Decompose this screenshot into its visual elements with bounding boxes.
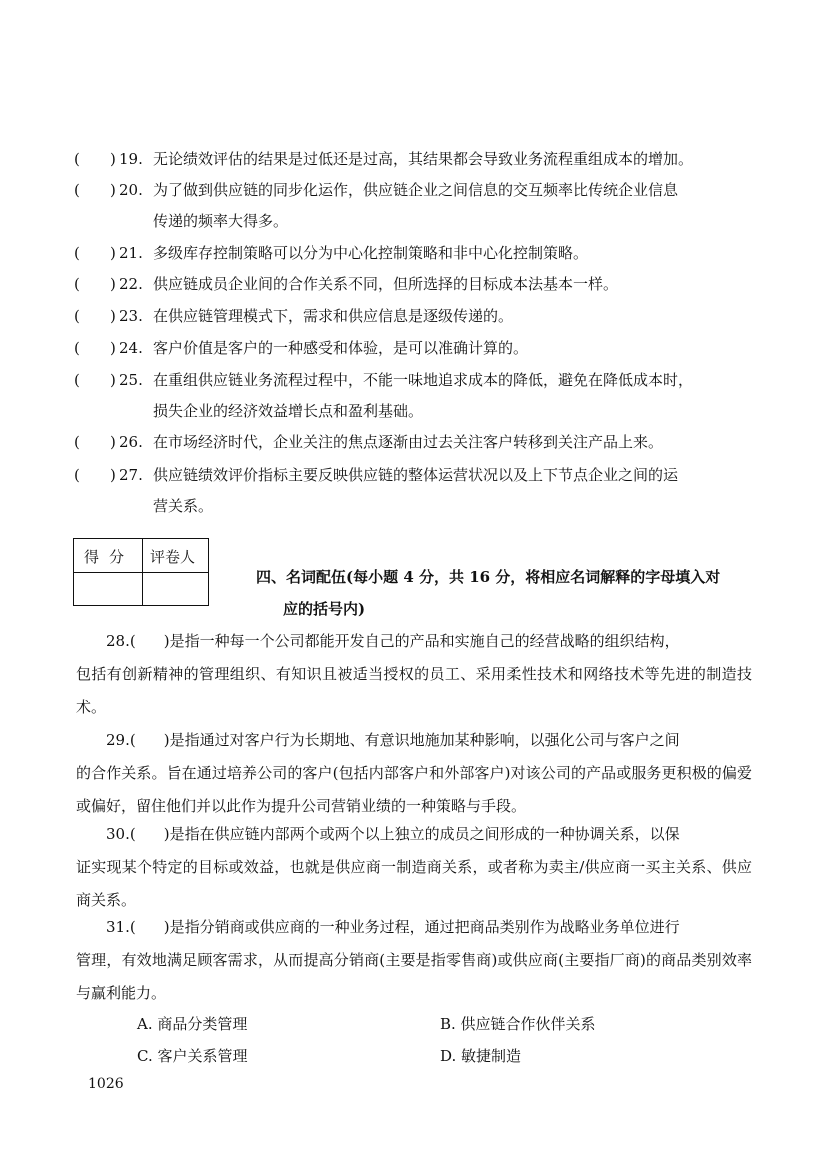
answer-paren-right: ): [110, 307, 116, 325]
answer-paren-left: (: [74, 275, 80, 293]
option-a: A. 商品分类管理: [137, 1015, 248, 1033]
question-text: 在供应链管理模式下，需求和供应信息是逐级传递的。: [153, 307, 514, 325]
question-text: 供应链成员企业间的合作关系不同，但所选择的目标成本法基本一样。: [153, 275, 619, 293]
question-text: 是指通过对客户行为长期地、有意识地施加某种影响，以强化公司与客户之间: [169, 731, 680, 749]
question-text: 客户价值是客户的一种感受和体验，是可以准确计算的。: [153, 339, 529, 357]
answer-paren-right: ): [110, 150, 116, 168]
question-text: 是指一种每一个公司都能开发自己的产品和实施自己的经营战略的组织结构，: [169, 632, 680, 650]
question-number: 20.: [119, 181, 143, 199]
option-d: D. 敏捷制造: [440, 1047, 522, 1065]
question-text: 在重组供应链业务流程过程中，不能一味地追求成本的降低，避免在降低成本时，: [153, 371, 694, 389]
question-text-continued: 的合作关系。旨在通过培养公司的客户(包括内部客户和外部客户)对该公司的产品或服务更积极的偏爱或偏好，留住他们并以此作为提升公司营销业绩的一种策略与手段。: [76, 764, 752, 815]
question-number: 29.(: [106, 731, 136, 749]
question-text: 无论绩效评估的结果是过低还是过高，其结果都会导致业务流程重组成本的增加。: [153, 150, 694, 168]
question-number: 24.: [119, 339, 143, 357]
answer-paren-right: ): [163, 825, 170, 843]
answer-paren-right: ): [110, 339, 116, 357]
score-box: [73, 538, 209, 606]
answer-paren-left: (: [74, 244, 80, 262]
answer-paren-right: ): [110, 433, 116, 451]
question-text: 供应链绩效评价指标主要反映供应链的整体运营状况以及上下节点企业之间的运: [153, 466, 679, 484]
answer-paren-right: ): [110, 275, 116, 293]
answer-paren-left: (: [74, 371, 80, 389]
question-text: 为了做到供应链的同步化运作，供应链企业之间信息的交互频率比传统企业信息: [153, 181, 679, 199]
question-text: 多级库存控制策略可以分为中心化控制策略和非中心化控制策略。: [153, 244, 589, 262]
matching-question-29: [76, 724, 752, 823]
answer-paren-right: ): [110, 371, 116, 389]
answer-paren-right: ): [163, 632, 170, 650]
question-number: 25.: [119, 371, 143, 389]
question-text: 是指在供应链内部两个或两个以上独立的成员之间形成的一种协调关系，以保: [169, 825, 680, 843]
question-text-continued: 营关系。: [153, 497, 214, 515]
question-text-continued: 管理，有效地满足顾客需求，从而提高分销商(主要是指零售商)或供应商(主要指厂商)的商品类别效率与赢利能力。: [76, 951, 752, 1002]
matching-question-28: [76, 625, 752, 724]
matching-question-31: [76, 911, 752, 1010]
answer-paren-right: ): [110, 466, 116, 484]
matching-question-30: [76, 818, 752, 917]
answer-paren-right: ): [110, 181, 116, 199]
answer-paren-right: ): [163, 918, 170, 936]
question-text-continued: 传递的频率大得多。: [153, 212, 289, 230]
question-number: 27.: [119, 466, 143, 484]
question-number: 28.(: [106, 632, 136, 650]
question-number: 30.(: [106, 825, 136, 843]
answer-paren-right: ): [110, 244, 116, 262]
option-b: B. 供应链合作伙伴关系: [440, 1015, 596, 1033]
question-number: 23.: [119, 307, 143, 325]
answer-paren-left: (: [74, 433, 80, 451]
score-label: 得分: [84, 548, 135, 566]
question-text-continued: 包括有创新精神的管理组织、有知识且被适当授权的员工、采用柔性技术和网络技术等先进的制造技术。: [76, 665, 752, 716]
question-number: 26.: [119, 433, 143, 451]
question-text-continued: 证实现某个特定的目标或效益，也就是供应商一制造商关系，或者称为卖主/供应商一买主关系、供应商关系。: [76, 858, 752, 909]
question-text-continued: 损失企业的经济效益增长点和盈利基础。: [153, 402, 424, 420]
section-title: 四、名词配伍(每小题 4 分，共 16 分，将相应名词解释的字母填入对: [256, 568, 721, 586]
answer-paren-right: ): [163, 731, 170, 749]
answer-paren-left: (: [74, 466, 80, 484]
question-text: 是指分销商或供应商的一种业务过程，通过把商品类别作为战略业务单位进行: [169, 918, 680, 936]
question-text: 在市场经济时代，企业关注的焦点逐渐由过去关注客户转移到关注产品上来。: [153, 433, 664, 451]
question-number: 31.(: [106, 918, 136, 936]
score-box-divider-horizontal: [74, 572, 208, 573]
answer-paren-left: (: [74, 339, 80, 357]
answer-paren-left: (: [74, 181, 80, 199]
page-number: 1026: [88, 1076, 124, 1092]
question-number: 19.: [119, 150, 143, 168]
question-number: 21.: [119, 244, 143, 262]
section-title-continued: 应的括号内): [283, 600, 366, 618]
question-number: 22.: [119, 275, 143, 293]
answer-paren-left: (: [74, 307, 80, 325]
answer-paren-left: (: [74, 150, 80, 168]
grader-label: 评卷人: [150, 548, 196, 566]
option-c: C. 客户关系管理: [137, 1047, 248, 1065]
